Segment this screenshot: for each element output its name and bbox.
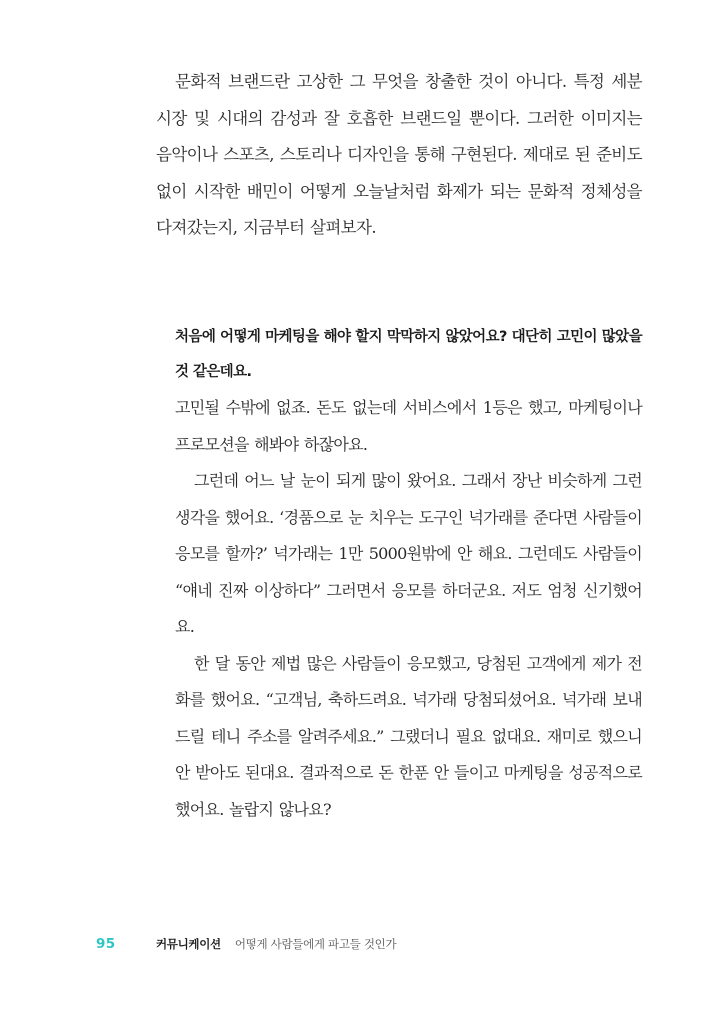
page-footer xyxy=(96,934,396,954)
answer-paragraph-2: 그런데 어느 날 눈이 되게 많이 왔어요. 그래서 장난 비슷하게 그런 생각을 했어요. ‘경품으로 눈 치우는 도구인 넉가래를 준다면 사람들이 응모를 할까?’ 넉가래는 1만 5000원밖에 안 해요. 그런데도 사람들이 “얘네 진짜 이상하다” 그러면서 응모를 하더군요. 저도 엄청 신기했어요. xyxy=(175,471,642,636)
interview-answer xyxy=(175,390,642,828)
section-title: 커뮤니케이션 xyxy=(156,937,221,951)
answer-paragraph-1: 고민될 수밖에 없죠. 돈도 없는데 서비스에서 1등은 했고, 마케팅이나 프로모션을 해봐야 하잖아요. xyxy=(175,398,642,454)
page-number: 95 xyxy=(96,936,116,952)
intro-paragraph: 문화적 브랜드란 고상한 그 무엇을 창출한 것이 아니다. 특정 세분 시장 및 시대의 감성과 잘 호흡한 브랜드일 뿐이다. 그러한 이미지는 음악이나 스포츠, 스토리나 디자인을 통해 구현된다. 제대로 된 준비도 없이 시작한 배민이 어떻게 오늘날처럼 화제가 되는 문화적 정체성을 다져갔는지, 지금부터 살펴보자. xyxy=(156,72,642,237)
answer-paragraph-3: 한 달 동안 제법 많은 사람들이 응모했고, 당첨된 고객에게 제가 전화를 했어요. “고객님, 축하드려요. 넉가래 당첨되셨어요. 넉가래 보내드릴 테니 주소를 알려주세요.” 그랬더니 필요 없대요. 재미로 했으니 안 받아도 된대요. 결과적으로 돈 한푼 안 들이고 마케팅을 성공적으로 했어요. 놀랍지 않나요? xyxy=(175,653,642,819)
interview-question: 처음에 어떻게 마케팅을 해야 할지 막막하지 않았어요? 대단히 고민이 많았을 것 같은데요. xyxy=(175,329,642,380)
chapter-title: 어떻게 사람들에게 파고들 것인가 xyxy=(234,937,397,951)
